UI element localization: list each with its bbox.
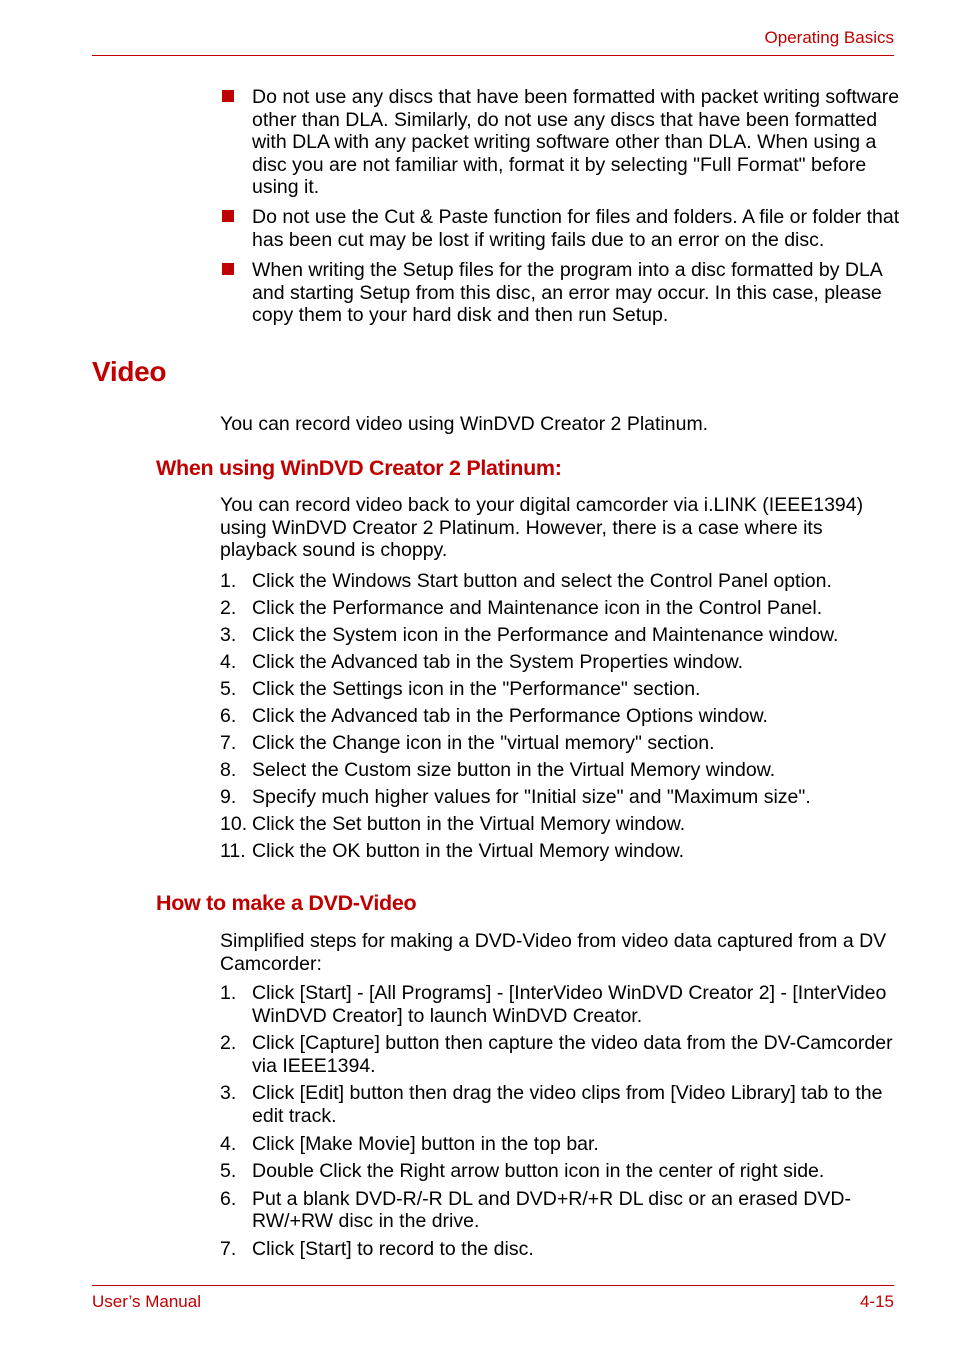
manual-name: User’s Manual xyxy=(92,1292,201,1311)
step-number: 6. xyxy=(220,1187,237,1210)
step-text: Specify much higher values for "Initial size" and "Maximum size". xyxy=(252,785,811,808)
list-item xyxy=(220,705,900,728)
running-footer xyxy=(92,1292,894,1312)
list-item xyxy=(220,1188,900,1233)
bullet-item xyxy=(220,86,900,199)
step-text: Click [Start] to record to the disc. xyxy=(252,1237,534,1260)
step-text: Click [Capture] button then capture the video data from the DV-Camcorder via IEEE1394. xyxy=(252,1032,893,1077)
dvd-intro: Simplified steps for making a DVD-Video from video data captured from a DV Camcorder: xyxy=(220,930,887,975)
step-number: 6. xyxy=(220,704,237,727)
step-number: 3. xyxy=(220,1082,237,1105)
step-text: Click the OK button in the Virtual Memory window. xyxy=(252,839,685,862)
step-number: 5. xyxy=(220,1160,237,1183)
list-item xyxy=(220,1160,900,1183)
list-item xyxy=(220,651,900,674)
step-number: 2. xyxy=(220,1032,237,1055)
footer-rule xyxy=(92,1285,894,1286)
step-number: 9. xyxy=(220,785,237,808)
bullet-item xyxy=(220,206,900,251)
square-bullet-icon xyxy=(222,90,234,102)
step-text: Put a blank DVD-R/-R DL and DVD+R/+R DL disc or an erased DVD-RW/+RW disc in the drive. xyxy=(252,1187,851,1233)
step-text: Click [Edit] button then drag the video clips from [Video Library] tab to the edit track. xyxy=(252,1082,883,1127)
step-text: Click the Advanced tab in the System Properties window. xyxy=(252,650,744,673)
video-intro: You can record video using WinDVD Creator 2 Platinum. xyxy=(220,413,709,435)
step-text: Select the Custom size button in the Virtual Memory window. xyxy=(252,758,776,781)
step-number: 4. xyxy=(220,1132,237,1155)
step-text: Click the Advanced tab in the Performance Options window. xyxy=(252,704,768,727)
page-number: 4-15 xyxy=(859,1292,894,1311)
step-text: Click the Settings icon in the "Performance" section. xyxy=(252,677,701,700)
square-bullet-icon xyxy=(222,263,234,275)
list-item xyxy=(220,759,900,782)
step-text: Click the Set button in the Virtual Memory window. xyxy=(252,812,686,835)
step-number: 7. xyxy=(220,731,237,754)
step-number: 4. xyxy=(220,650,237,673)
step-text: Click [Make Movie] button in the top bar. xyxy=(252,1132,599,1155)
step-text: Click the Windows Start button and select the Control Panel option. xyxy=(252,570,832,592)
step-number: 11. xyxy=(220,839,246,862)
list-item xyxy=(220,1133,900,1156)
list-item xyxy=(220,982,900,1027)
list-item xyxy=(220,597,900,620)
subsection-title-windvd: When using WinDVD Creator 2 Platinum: xyxy=(156,456,562,480)
list-item xyxy=(220,624,900,647)
running-header: Operating Basics xyxy=(764,28,894,47)
step-text: Click the Performance and Maintenance icon in the Control Panel. xyxy=(252,596,823,619)
step-number: 10. xyxy=(220,812,248,835)
bullet-item xyxy=(220,259,900,327)
list-item xyxy=(220,1238,900,1261)
step-number: 5. xyxy=(220,677,237,700)
step-number: 1. xyxy=(220,982,237,1004)
bullet-text: When writing the Setup files for the program into a disc formatted by DLA and starting Setup from this disc, an error may occur. In this case, please copy them to your hard disk and then run Setup. xyxy=(252,259,882,327)
caution-bullet-list xyxy=(220,86,900,334)
list-item xyxy=(220,678,900,701)
windvd-intro: You can record video back to your digital camcorder via i.LINK (IEEE1394) using WinDVD Creator 2 Platinum. However, there is a case where its playback sound is choppy. xyxy=(220,494,864,562)
list-item xyxy=(220,1082,900,1127)
dvd-steps-list xyxy=(220,982,900,1266)
step-number: 7. xyxy=(220,1237,237,1260)
header-rule xyxy=(92,55,894,56)
step-number: 2. xyxy=(220,596,237,619)
step-number: 8. xyxy=(220,758,237,781)
step-text: Double Click the Right arrow button icon in the center of right side. xyxy=(252,1160,825,1183)
list-item xyxy=(220,570,900,593)
subsection-title-dvd-video: How to make a DVD-Video xyxy=(156,891,417,915)
list-item xyxy=(220,840,900,863)
square-bullet-icon xyxy=(222,210,234,222)
step-text: Click [Start] - [All Programs] - [InterVideo WinDVD Creator 2] - [InterVideo WinDVD Creator] to launch WinDVD Creator. xyxy=(252,982,887,1027)
step-text: Click the Change icon in the "virtual memory" section. xyxy=(252,731,715,754)
bullet-text: Do not use any discs that have been formatted with packet writing software other than DLA. Similarly, do not use any discs that have been formatted with DLA with any packet writing software other than DLA. When using a disc you are not familiar with, format it by selecting "Full Format" before using it. xyxy=(252,86,900,199)
step-number: 3. xyxy=(220,623,237,646)
bullet-text: Do not use the Cut & Paste function for files and folders. A file or folder that has been cut may be lost if writing fails due to an error on the disc. xyxy=(252,206,900,252)
section-title-video: Video xyxy=(92,356,167,387)
list-item xyxy=(220,1032,900,1077)
windvd-steps-list xyxy=(220,570,900,867)
list-item xyxy=(220,786,900,809)
step-text: Click the System icon in the Performance and Maintenance window. xyxy=(252,623,839,646)
list-item xyxy=(220,732,900,755)
list-item xyxy=(220,813,900,836)
step-number: 1. xyxy=(220,570,237,592)
